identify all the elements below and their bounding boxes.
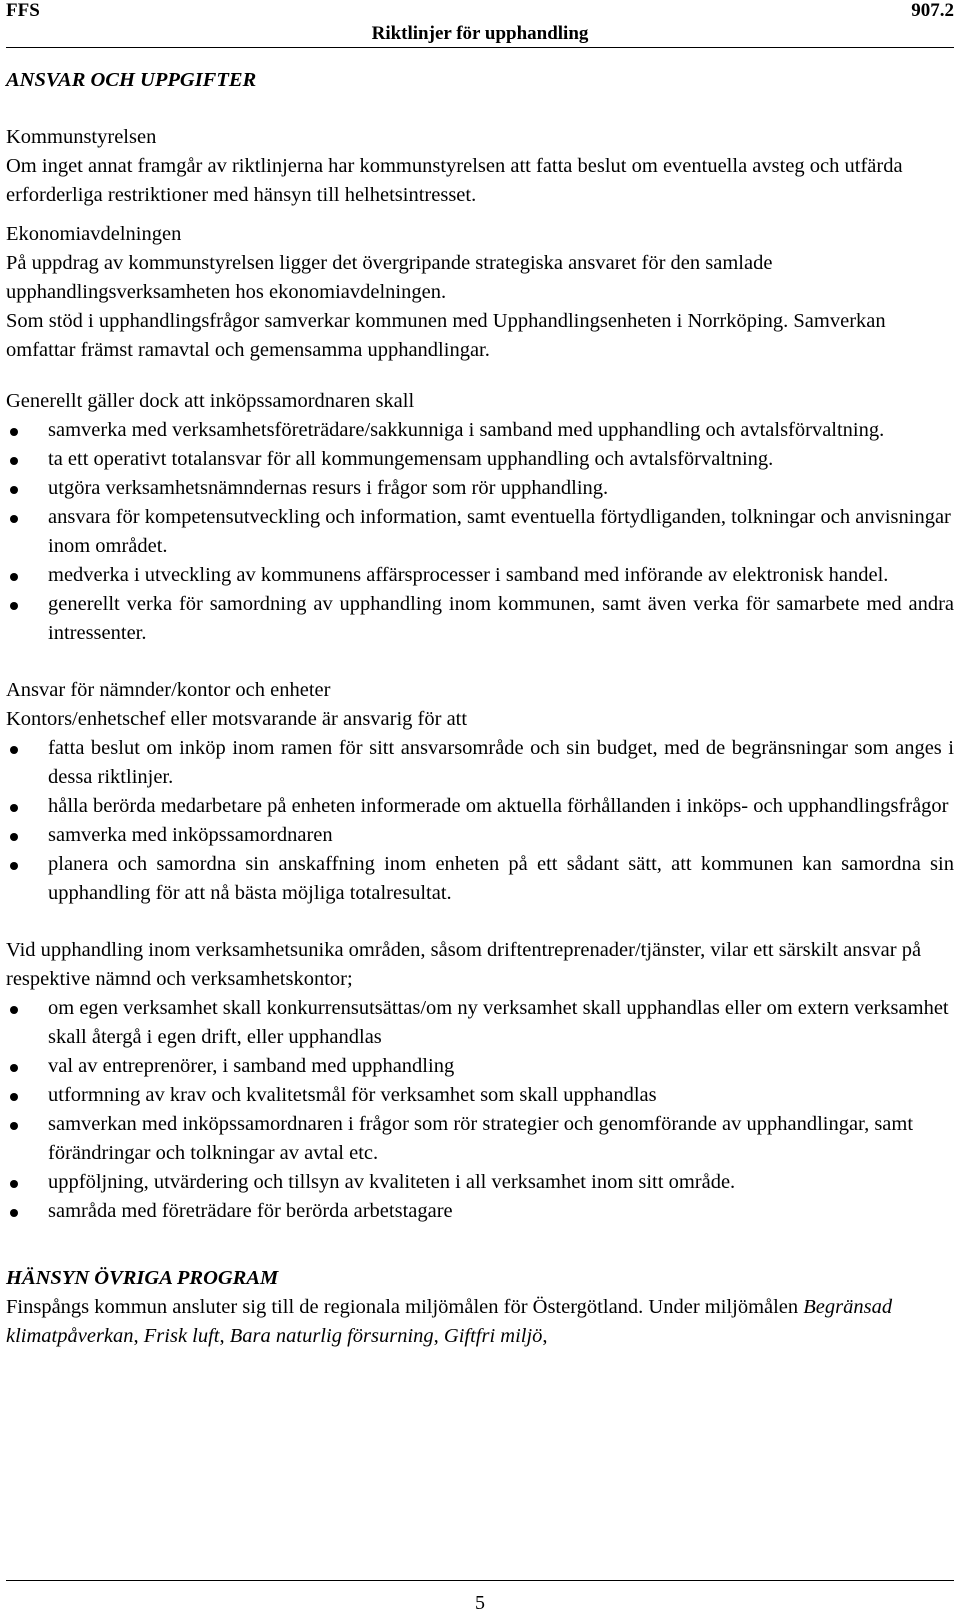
list-item: hålla berörda medarbetare på enheten informerade om aktuella förhållanden i inköps- och upphandlingsfrågor: [6, 792, 954, 821]
bullet-icon: [10, 602, 18, 610]
list-item: utgöra verksamhetsnämndernas resurs i frågor som rör upphandling.: [6, 474, 954, 503]
bullet-icon: [10, 804, 18, 812]
list-item: samverka med inköpssamordnaren: [6, 821, 954, 850]
list-item: ta ett operativt totalansvar för all kommungemensam upphandling och avtalsförvaltning.: [6, 445, 954, 474]
goal-luft: Frisk luft: [143, 1325, 220, 1347]
list-item: generellt verka för samordning av upphandling inom kommunen, samt även verka för samarbete med andra intressenter.: [6, 590, 954, 648]
paragraph-kommunstyrelsen: Om inget annat framgår av riktlinjerna har kommunstyrelsen att fatta beslut om eventuella avsteg och utfärda erforderliga restriktioner med hänsyn till helhetsintresset.: [6, 155, 903, 206]
list-item: utformning av krav och kvalitetsmål för verksamhet som skall upphandlas: [6, 1081, 954, 1110]
list-namnd-ansvar: [6, 994, 954, 1226]
heading-ansvar-namnder: Ansvar för nämnder/kontor och enheter: [6, 679, 331, 701]
goal-forsurning: Bara naturlig försurning: [229, 1325, 434, 1347]
list-item: planera och samordna sin anskaffning inom enheten på ett sådant sätt, att kommunen kan samordna sin upphandling för att nå bästa möjliga totalresultat.: [6, 850, 954, 908]
page-number: 5: [475, 1592, 485, 1614]
bullet-icon: [10, 1006, 18, 1014]
paragraph-kontorschef-intro: Kontors/enhetschef eller motsvarande är ansvarig för att: [6, 708, 468, 730]
header-title: Riktlinjer för upphandling: [371, 23, 589, 44]
bullet-icon: [10, 833, 18, 841]
list-item: fatta beslut om inköp inom ramen för sitt ansvarsområde och sin budget, med de begränsningar som anges i dessa riktlinjer.: [6, 734, 954, 792]
header-doc-number: 907.2: [911, 0, 954, 21]
bullet-icon: [10, 1064, 18, 1072]
bullet-icon: [10, 1122, 18, 1130]
list-item: val av entreprenörer, i samband med upphandling: [6, 1052, 954, 1081]
goal-giftfri: Giftfri miljö: [443, 1325, 543, 1347]
list-item: medverka i utveckling av kommunens affärsprocesser i samband med införande av elektronisk handel.: [6, 561, 954, 590]
heading-ekonomiavdelningen: Ekonomiavdelningen: [6, 223, 182, 245]
list-item: om egen verksamhet skall konkurrensutsättas/om ny verksamhet skall upphandlas eller om extern verksamhet skall återgå i egen drift, eller upphandlas: [6, 994, 954, 1052]
footer-rule: [6, 1580, 954, 1581]
list-item: samråda med företrädare för berörda arbetstagare: [6, 1197, 954, 1226]
list-item: ansvara för kompetensutveckling och information, samt eventuella förtydliganden, tolkningar och anvisningar inom området.: [6, 503, 954, 561]
header-ffs: FFS: [6, 0, 40, 21]
bullet-icon: [10, 573, 18, 581]
bullet-icon: [10, 457, 18, 465]
paragraph-ekonomi-2: Som stöd i upphandlingsfrågor samverkar kommunen med Upphandlingsenheten i Norrköping. Samverkan omfattar främst ramavtal och gemensamma upphandlingar.: [6, 310, 886, 361]
bullet-icon: [10, 862, 18, 870]
list-inkopssamordnare: [6, 416, 954, 648]
bullet-icon: [10, 486, 18, 494]
bullet-icon: [10, 1209, 18, 1217]
goal-klimat: Begränsad klimatpåverkan: [6, 1296, 893, 1347]
bullet-icon: [10, 1180, 18, 1188]
heading-kommunstyrelsen: Kommunstyrelsen: [6, 126, 157, 148]
bullet-icon: [10, 1093, 18, 1101]
page-content: [6, 66, 954, 1351]
section-title-hansyn: HÄNSYN ÖVRIGA PROGRAM: [6, 1267, 279, 1289]
bullet-icon: [10, 515, 18, 523]
section-title-ansvar: ANSVAR OCH UPPGIFTER: [6, 69, 257, 91]
paragraph-general-intro: Generellt gäller dock att inköpssamordnaren skall: [6, 390, 415, 412]
list-item: samverkan med inköpssamordnaren i frågor som rör strategier och genomförande av upphandlingar, samt förändringar och tolkningar av avtal etc.: [6, 1110, 954, 1168]
header-rule: [6, 47, 954, 48]
paragraph-verksamhetsunika-intro: Vid upphandling inom verksamhetsunika områden, såsom driftentreprenader/tjänster, vilar ett särskilt ansvar på respektive nämnd och verksamhetskontor;: [6, 939, 922, 990]
paragraph-ekonomi-1: På uppdrag av kommunstyrelsen ligger det övergripande strategiska ansvaret för den samlade upphandlingsverksamheten hos ekonomiavdelningen.: [6, 252, 773, 303]
list-kontorschef: [6, 734, 954, 908]
bullet-icon: [10, 428, 18, 436]
paragraph-miljomal: Finspångs kommun ansluter sig till de regionala miljömålen för Östergötland. Under miljömålen Begränsad klimatpåverkan, Frisk luft, Bara naturlig försurning, Giftfri miljö,: [6, 1296, 893, 1347]
list-item: uppföljning, utvärdering och tillsyn av kvaliteten i all verksamhet inom sitt område.: [6, 1168, 954, 1197]
list-item: samverka med verksamhetsföreträdare/sakkunniga i samband med upphandling och avtalsförvaltning.: [6, 416, 954, 445]
bullet-icon: [10, 746, 18, 754]
